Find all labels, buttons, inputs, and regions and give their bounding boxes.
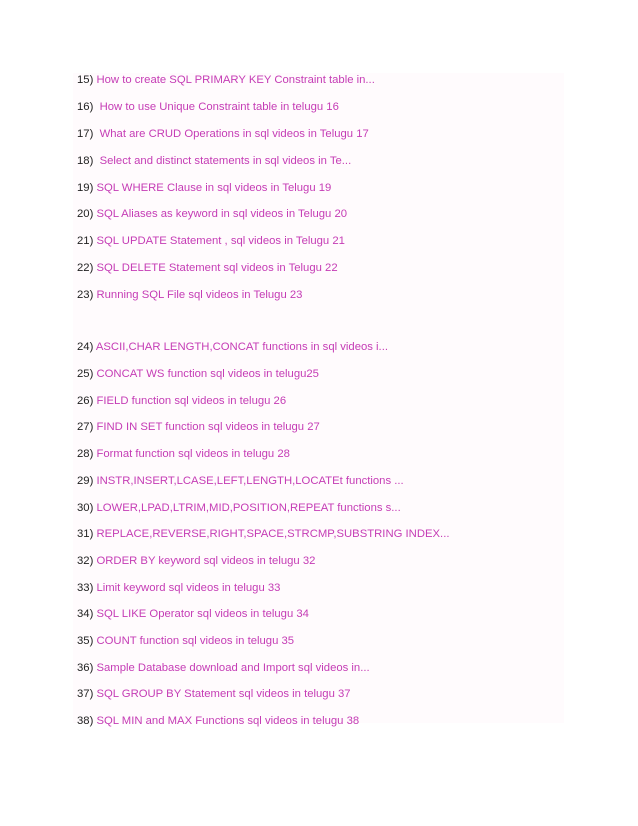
item-number: 23) [77, 289, 94, 301]
list-item [77, 393, 286, 409]
video-link[interactable]: SQL DELETE Statement sql videos in Telugu 22 [96, 262, 338, 274]
list-item [77, 260, 338, 276]
video-link[interactable]: Select and distinct statements in sql videos in Te... [99, 155, 352, 167]
list-item [77, 206, 347, 222]
list-item [77, 660, 370, 676]
list-item [77, 553, 315, 569]
item-number: 34) [77, 608, 94, 620]
video-link[interactable]: SQL Aliases as keyword in sql videos in Telugu 20 [96, 208, 348, 220]
item-number: 33) [77, 582, 94, 594]
item-number: 36) [77, 662, 94, 674]
video-link[interactable]: FIND IN SET function sql videos in telugu 27 [96, 421, 320, 433]
list-item [77, 500, 401, 516]
item-number: 26) [77, 395, 94, 407]
list-item [77, 287, 302, 303]
item-number: 25) [77, 368, 94, 380]
video-link[interactable]: Limit keyword sql videos in telugu 33 [96, 582, 281, 594]
list-item [77, 339, 388, 355]
video-link[interactable]: ORDER BY keyword sql videos in telugu 32 [96, 555, 316, 567]
video-link[interactable]: Sample Database download and Import sql videos in... [96, 662, 370, 674]
video-link[interactable]: SQL UPDATE Statement , sql videos in Telugu 21 [96, 235, 345, 247]
video-link[interactable]: ASCII,CHAR LENGTH,CONCAT functions in sql videos i... [95, 341, 388, 353]
item-number: 17) [77, 128, 94, 140]
list-item [77, 233, 345, 249]
video-link[interactable]: SQL MIN and MAX Functions sql videos in telugu 38 [96, 715, 360, 727]
video-link[interactable]: How to use Unique Constraint table in telugu 16 [99, 101, 339, 113]
video-link[interactable]: SQL WHERE Clause in sql videos in Telugu 19 [96, 182, 332, 194]
list-item [77, 606, 309, 622]
video-link[interactable]: COUNT function sql videos in telugu 35 [96, 635, 295, 647]
item-number: 37) [77, 688, 94, 700]
item-number: 21) [77, 235, 94, 247]
video-link[interactable]: INSTR,INSERT,LCASE,LEFT,LENGTH,LOCATEt functions ... [96, 475, 404, 487]
list-item [77, 153, 351, 169]
list-item [77, 713, 359, 729]
item-number: 32) [77, 555, 94, 567]
list-item [77, 180, 331, 196]
video-link[interactable]: Format function sql videos in telugu 28 [96, 448, 290, 460]
video-link[interactable]: REPLACE,REVERSE,RIGHT,SPACE,STRCMP,SUBSTRING INDEX... [96, 528, 450, 540]
list-item [77, 366, 319, 382]
video-link[interactable]: What are CRUD Operations in sql videos in Telugu 17 [99, 128, 369, 140]
item-number: 22) [77, 262, 94, 274]
item-number: 35) [77, 635, 94, 647]
item-number: 38) [77, 715, 94, 727]
video-link[interactable]: FIELD function sql videos in telugu 26 [96, 395, 287, 407]
item-number: 16) [77, 101, 94, 113]
list-item [77, 473, 404, 489]
item-number: 24) [77, 341, 94, 353]
item-number: 15) [77, 74, 94, 86]
item-number: 30) [77, 502, 94, 514]
list-item [77, 526, 449, 542]
list-item [77, 633, 294, 649]
item-number: 18) [77, 155, 94, 167]
video-link[interactable]: Running SQL File sql videos in Telugu 23 [96, 289, 303, 301]
item-number: 28) [77, 448, 94, 460]
list-item [77, 446, 290, 462]
video-link[interactable]: SQL GROUP BY Statement sql videos in telugu 37 [96, 688, 351, 700]
item-number: 29) [77, 475, 94, 487]
item-number: 27) [77, 421, 94, 433]
list-item [77, 99, 339, 115]
video-link[interactable]: LOWER,LPAD,LTRIM,MID,POSITION,REPEAT functions s... [96, 502, 401, 514]
video-link[interactable]: How to create SQL PRIMARY KEY Constraint table in... [96, 74, 375, 86]
video-link[interactable]: SQL LIKE Operator sql videos in telugu 34 [96, 608, 309, 620]
item-number: 31) [77, 528, 94, 540]
list-item [77, 72, 375, 88]
list-item [77, 419, 320, 435]
list-item [77, 580, 280, 596]
item-number: 19) [77, 182, 94, 194]
list-item [77, 686, 351, 702]
video-link[interactable]: CONCAT WS function sql videos in telugu25 [96, 368, 319, 380]
item-number: 20) [77, 208, 94, 220]
list-item [77, 126, 369, 142]
